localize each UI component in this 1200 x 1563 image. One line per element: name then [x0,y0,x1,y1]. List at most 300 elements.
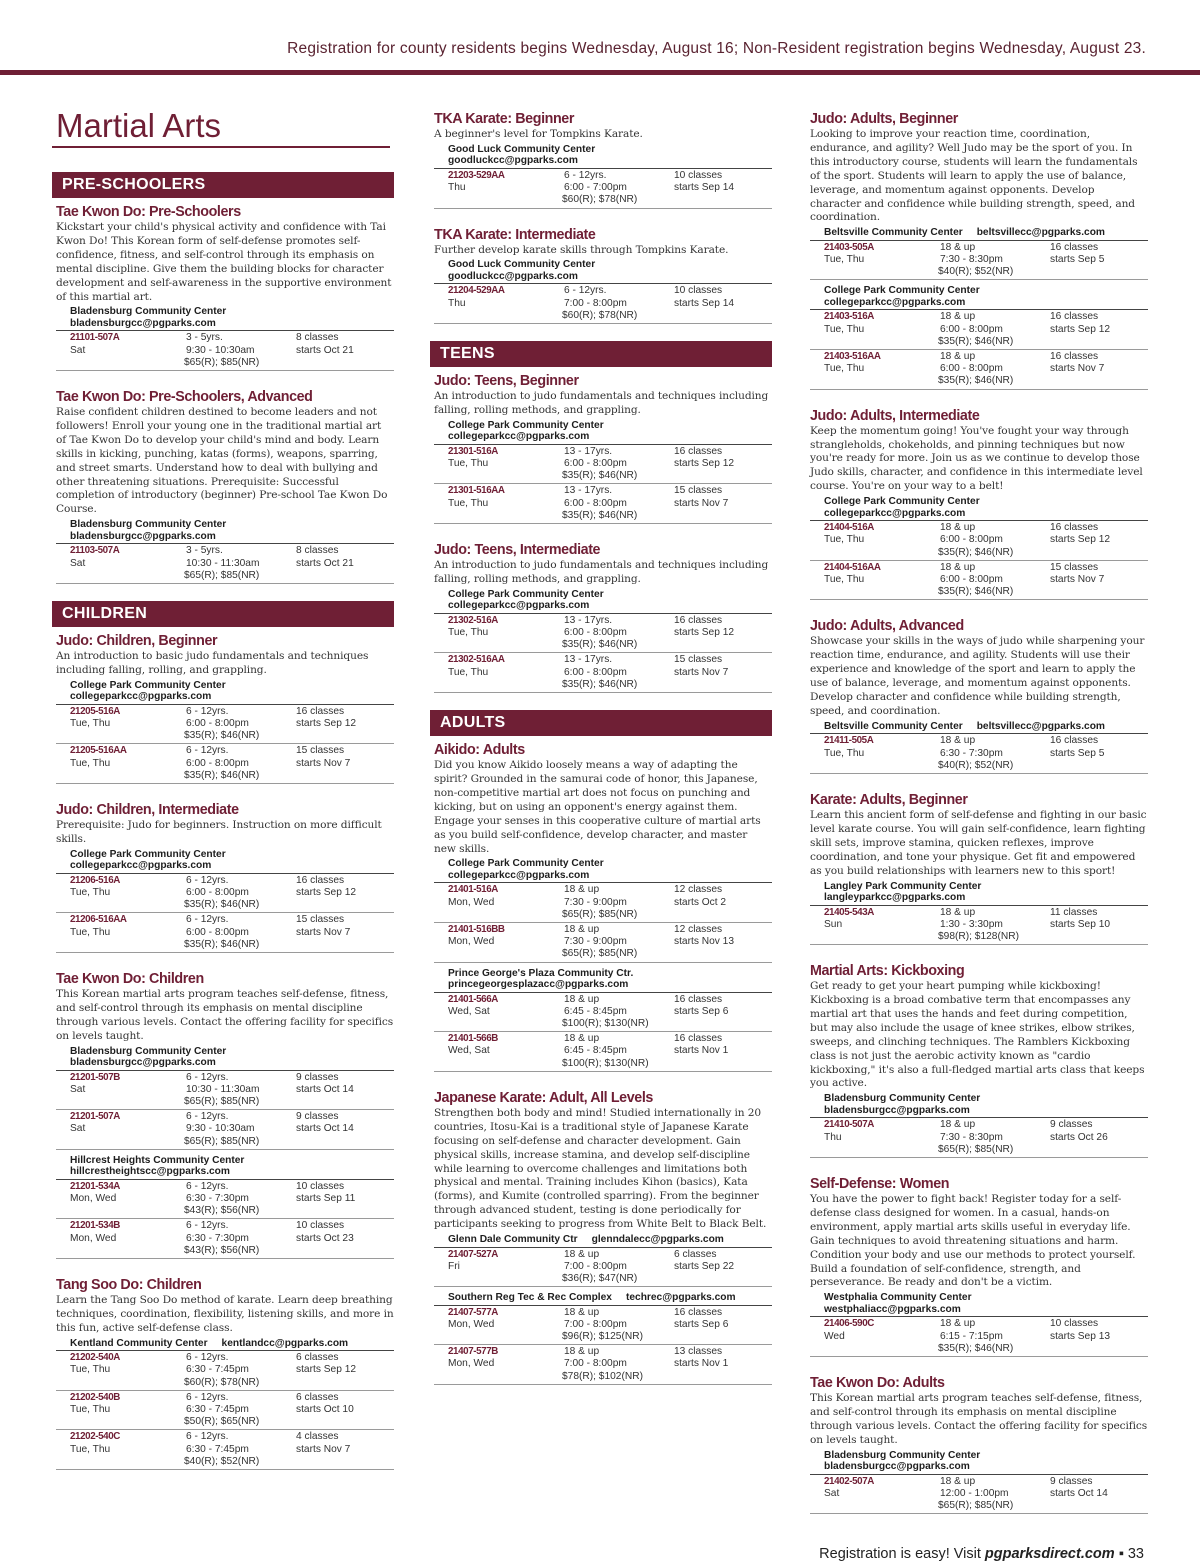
session-row[interactable] [810,241,1148,281]
session-grid [70,1220,394,1257]
meeting-days: Thu [824,1131,842,1143]
block-gap [434,324,772,327]
meeting-time: 6:00 - 8:00pm [186,717,249,729]
spacer [70,1205,184,1217]
age-range: 18 & up [564,1306,600,1318]
meeting-time: 7:30 - 8:30pm [940,1131,1003,1143]
session-row[interactable] [56,874,394,914]
class-count: 12 classes [674,884,723,896]
course-code[interactable]: 21205-516AA [70,745,127,757]
meeting-days: Sat [70,1123,86,1135]
location-email-link[interactable]: collegeparkcc@pgparks.com [824,296,966,308]
session-row[interactable] [434,484,772,524]
location-email-link[interactable]: hillcrestheightscc@pgparks.com [70,1166,230,1178]
location-header [810,1450,1148,1475]
class-count: 9 classes [1050,1475,1093,1487]
location-email-link[interactable]: princegeorgesplazacc@pgparks.com [448,979,629,991]
session-row[interactable] [56,1391,394,1431]
course-code[interactable]: 21404-516AA [824,561,881,573]
meeting-time: 6:30 - 7:30pm [186,1232,249,1244]
session-row[interactable] [434,1248,772,1288]
location-email-link[interactable]: westphaliacc@pgparks.com [824,1303,961,1315]
page-footer [819,1546,1144,1562]
location-header [434,420,772,445]
location-email-link[interactable]: collegeparkcc@pgparks.com [824,507,966,519]
start-date: starts Sep 11 [296,1193,356,1205]
session-grid [448,1033,772,1070]
course-listing [430,741,772,1075]
meeting-days: Mon, Wed [448,1358,495,1370]
meeting-time: 7:00 - 8:00pm [564,1318,627,1330]
section-band: PRE-SCHOOLERS [52,172,394,198]
course-code[interactable]: 21202-540A [70,1352,120,1364]
class-count: 6 classes [296,1352,339,1364]
session-row[interactable] [434,993,772,1033]
session-row[interactable] [56,1351,394,1391]
session-row[interactable] [810,1317,1148,1357]
spacer [448,1018,562,1030]
location-email-link[interactable]: bladensburgcc@pgparks.com [70,1057,216,1069]
block-gap [56,1259,394,1262]
fee: $35(R); $46(NR) [938,1342,1014,1354]
location-email-link[interactable]: collegeparkcc@pgparks.com [70,691,212,703]
start-date: starts Sep 5 [1050,747,1105,759]
block-gap [810,280,1148,283]
start-date: starts Nov 7 [296,757,351,769]
start-date: starts Oct 2 [674,896,727,908]
location-email-link[interactable]: collegeparkcc@pgparks.com [448,431,590,443]
session-row[interactable] [56,1219,394,1259]
session-row[interactable] [810,1118,1148,1158]
course-title: Self-Defense: Women [810,1175,950,1192]
block-gap [434,963,772,966]
course-code[interactable]: 21407-577B [448,1346,498,1358]
fee: $60(R); $78(NR) [184,1376,260,1388]
meeting-time: 10:30 - 11:30am [186,557,260,569]
course-code[interactable]: 21301-516AA [448,485,505,497]
course-code[interactable]: 21406-590C [824,1318,874,1330]
start-date: starts Sep 14 [674,297,735,309]
age-range: 18 & up [940,1475,976,1487]
location-name: College Park Community Center [70,848,226,860]
fee: $35(R); $46(NR) [938,375,1014,387]
meeting-time: 7:30 - 9:00pm [564,896,627,908]
start-date: starts Sep 14 [674,182,735,194]
session-row[interactable] [434,653,772,693]
course-code[interactable]: 21201-507A [70,1111,120,1123]
meeting-time: 7:30 - 8:30pm [940,254,1003,266]
meeting-days: Sat [70,344,86,356]
course-code[interactable]: 21205-516A [70,705,120,717]
session-grid [824,311,1148,348]
course-code[interactable]: 21201-534B [70,1220,120,1232]
age-range: 6 - 12yrs. [186,1431,229,1443]
session-row[interactable] [434,923,772,963]
session-row[interactable] [56,744,394,784]
fee: $35(R); $46(NR) [184,899,260,911]
location-email-link[interactable]: bladensburgcc@pgparks.com [70,530,216,542]
footer-url-link[interactable]: pgparksdirect.com [984,1546,1115,1562]
location-name: College Park Community Center [448,419,604,431]
location-row [448,1292,772,1304]
location-header [56,680,394,705]
location-email-link[interactable]: bladensburgcc@pgparks.com [824,1104,970,1116]
location-name: Langley Park Community Center [824,880,982,892]
session-grid [70,332,394,369]
meeting-days: Mon, Wed [448,896,495,908]
location-name: Bladensburg Community Center [824,1449,981,1461]
block-gap [810,1158,1148,1161]
location-header [810,496,1148,521]
session-row[interactable] [56,705,394,745]
meeting-time: 6:00 - 8:00pm [186,757,249,769]
meeting-days: Tue, Thu [824,363,865,375]
session-row[interactable] [434,1032,772,1072]
meeting-time: 6:30 - 7:45pm [186,1443,249,1455]
session-grid [824,562,1148,599]
start-date: starts Sep 6 [674,1318,729,1330]
location-email-link[interactable]: beltsvillecc@pgparks.com [976,227,1105,239]
fee: $50(R); $65(NR) [184,1416,260,1428]
age-range: 3 - 5yrs. [186,332,223,344]
course-code[interactable]: 21410-507A [824,1119,874,1131]
meeting-days: Tue, Thu [70,1404,111,1416]
course-code[interactable]: 21403-516A [824,311,874,323]
course-code[interactable]: 21405-543A [824,906,874,918]
spacer [448,1331,562,1343]
course-code[interactable]: 21204-529AA [448,285,505,297]
fee: $96(R); $125(NR) [562,1331,643,1343]
spacer [824,547,938,559]
spacer [70,939,184,951]
fee: $35(R); $46(NR) [938,335,1014,347]
fee: $78(R); $102(NR) [562,1370,643,1382]
session-grid [448,884,772,921]
block-gap [810,774,1148,777]
spacer [70,1136,184,1148]
location-header [434,259,772,284]
fee: $65(R); $85(NR) [562,948,638,960]
block-gap [56,1150,394,1153]
location-name: Bladensburg Community Center [70,519,227,531]
class-count: 10 classes [296,1180,345,1192]
course-description: Kickstart your child's physical activity and confidence with Tai Kwon Do! This Korean form of self-defense promotes self-confidence, fitness, and self-control through its emphasis on mental discipline. Give them the building blocks for character development and self-awareness in the supportive environment of this martial art. [56,221,392,303]
class-count: 16 classes [296,874,345,886]
start-date: starts Sep 13 [1050,1330,1111,1342]
age-range: 18 & up [564,993,600,1005]
course-code[interactable]: 21203-529AA [448,169,505,181]
meeting-time: 6:15 - 7:15pm [940,1330,1003,1342]
location-email-link[interactable]: goodluckcc@pgparks.com [448,270,578,282]
session-grid [70,706,394,743]
course-code[interactable]: 21103-507A [70,545,120,557]
location-header [56,1338,394,1352]
course-title: Tae Kwon Do: Children [56,970,204,987]
course-code[interactable]: 21401-566B [448,1033,498,1045]
spacer [70,1416,184,1428]
block-gap [434,1287,772,1290]
spacer [70,730,184,742]
location-email-link[interactable]: techrec@pgparks.com [625,1292,736,1304]
session-row[interactable] [56,1110,394,1150]
session-row[interactable] [810,350,1148,390]
course-code[interactable]: 21403-516AA [824,351,881,363]
course-code[interactable]: 21206-516AA [70,914,127,926]
meeting-time: 6:00 - 8:00pm [940,323,1003,335]
page-title: Martial Arts [52,106,390,148]
block-gap [434,693,772,696]
session-grid [448,285,772,322]
spacer [448,1273,562,1285]
location-header [434,589,772,614]
location-name: Glenn Dale Community Ctr [448,1234,578,1246]
start-date: starts Nov 1 [674,1045,729,1057]
session-grid [824,1318,1148,1355]
age-range: 18 & up [940,1119,976,1131]
session-row[interactable] [56,913,394,953]
session-row[interactable] [56,1071,394,1111]
session-row[interactable] [434,445,772,485]
start-date: starts Nov 7 [296,926,351,938]
session-grid [70,1181,394,1218]
meeting-time: 6:00 - 8:00pm [940,363,1003,375]
session-row[interactable] [56,1430,394,1470]
fee: $35(R); $46(NR) [184,938,260,950]
meeting-days: Mon, Wed [448,1318,495,1330]
fee: $36(R); $47(NR) [562,1272,638,1284]
location-email-link[interactable]: beltsvillecc@pgparks.com [976,720,1105,732]
meeting-days: Tue, Thu [70,886,111,898]
start-date: starts Nov 7 [674,666,729,678]
course-code[interactable]: 21302-516A [448,614,498,626]
location-email-link[interactable]: collegeparkcc@pgparks.com [448,600,590,612]
course-description: Learn this ancient form of self-defense and fighting in our basic level karate course. You will gain self-confidence, learn fighting skill sets, improve stamina, quicken reflexes, improve coordination, and tone your physique. Get fit and empowered as you build relationships with learners new to this sport! [810,808,1147,877]
course-description: Keep the momentum going! You've fought your way through strangleholds, chokeholds, and pinning techniques but now you're ready for more. Join us as we continue to develop those Judo skills, character, and confidence in this intermediate level course. You're on your way to a belt! [810,424,1143,493]
course-code[interactable]: 21402-507A [824,1475,874,1487]
course-listing [806,1374,1148,1517]
course-code[interactable]: 21202-540C [70,1431,120,1443]
course-code[interactable]: 21407-577A [448,1306,498,1318]
session-grid [70,1111,394,1148]
course-title: Tae Kwon Do: Pre-Schoolers [56,204,241,220]
course-title: Tae Kwon Do: Pre-Schoolers, Advanced [56,389,313,406]
block-gap [434,524,772,527]
location-row [824,227,1148,239]
class-count: 15 classes [674,654,723,666]
meeting-days: Tue, Thu [448,666,489,678]
start-date: starts Sep 6 [674,1005,729,1017]
location-email-link[interactable]: langleyparkcc@pgparks.com [824,892,966,903]
fee: $35(R); $46(NR) [562,509,638,521]
session-row[interactable] [434,169,772,209]
location-header [434,968,772,993]
course-code[interactable]: 21403-505A [824,241,874,253]
course-code[interactable]: 21401-516BB [448,924,505,936]
class-count: 16 classes [674,445,723,457]
class-count: 9 classes [296,1071,339,1083]
spacer [824,336,938,348]
class-count: 16 classes [674,993,723,1005]
session-row[interactable] [434,1306,772,1346]
start-date: starts Nov 7 [1050,574,1105,586]
course-code[interactable]: 21302-516AA [448,654,505,666]
location-header [56,1046,394,1071]
course-code[interactable]: 21201-507B [70,1071,120,1083]
meeting-time: 9:30 - 10:30am [186,1123,255,1135]
meeting-time: 6:00 - 8:00pm [940,574,1003,586]
spacer [824,375,938,387]
course-code[interactable]: 21101-507A [70,332,120,344]
fee: $43(R); $56(NR) [184,1244,260,1256]
class-count: 4 classes [296,1431,339,1443]
course-description: Did you know Aikido loosely means a way of adapting the spirit? Grounded in the samurai code of honor, this Japanese, non-competitive martial art does not focus on punching and kicking, but on using an opponent's energy against them. Engage your senses in this cooperative culture of martial arts as you build self-confidence, develop character, and master new skills. [434,759,761,855]
session-grid [448,1307,772,1344]
course-code[interactable]: 21401-566A [448,993,498,1005]
start-date: starts Sep 12 [1050,323,1111,335]
fee: $40(R); $52(NR) [938,266,1014,278]
session-row[interactable] [434,614,772,654]
course-listing [52,970,394,1262]
session-row[interactable] [434,883,772,923]
meeting-time: 6:00 - 8:00pm [564,666,627,678]
start-date: starts Oct 21 [296,344,354,356]
session-row[interactable] [56,544,394,584]
location-header [810,721,1148,735]
course-listing [806,962,1148,1161]
meeting-time: 1:30 - 3:30pm [940,918,1003,930]
meeting-time: 10:30 - 11:30am [186,1083,260,1095]
session-row[interactable] [434,1345,772,1385]
course-description: An introduction to judo fundamentals and techniques including falling, rolling methods, and grappling. [434,390,769,416]
class-count: 13 classes [674,1346,723,1358]
location-name: College Park Community Center [824,285,980,297]
course-code[interactable]: 21407-527A [448,1248,498,1260]
location-email-link[interactable]: bladensburgcc@pgparks.com [70,317,216,329]
fee: $35(R); $46(NR) [562,678,638,690]
session-grid [448,994,772,1031]
meeting-time: 6:00 - 8:00pm [564,627,627,639]
location-email-link[interactable]: glenndalecc@pgparks.com [591,1234,724,1246]
meeting-time: 7:00 - 8:00pm [564,1260,627,1272]
age-range: 18 & up [940,522,976,534]
course-code[interactable]: 21411-505A [824,735,874,747]
location-email-link[interactable]: kentlandcc@pgparks.com [221,1337,349,1349]
location-name: Beltsville Community Center [824,720,963,732]
location-header [56,1155,394,1180]
class-count: 10 classes [1050,1318,1099,1330]
session-row[interactable] [434,284,772,324]
fee: $35(R); $46(NR) [938,546,1014,558]
class-count: 16 classes [296,705,345,717]
age-range: 13 - 17yrs. [564,485,613,497]
meeting-days: Tue, Thu [824,254,865,266]
age-range: 13 - 17yrs. [564,445,613,457]
course-title: Judo: Children, Beginner [56,632,218,649]
session-row[interactable] [810,561,1148,601]
course-code[interactable]: 21401-516A [448,884,498,896]
session-row[interactable] [810,1475,1148,1515]
class-count: 15 classes [674,485,723,497]
age-range: 18 & up [564,884,600,896]
course-title: Judo: Children, Intermediate [56,801,239,818]
meeting-time: 6:00 - 8:00pm [564,497,627,509]
start-date: starts Oct 14 [1050,1487,1108,1499]
location-header [434,144,772,169]
meeting-days: Tue, Thu [824,747,865,759]
class-count: 11 classes [1050,906,1098,918]
class-count: 15 classes [296,745,345,757]
top-banner [0,0,1200,76]
meeting-days: Thu [448,182,466,194]
start-date: starts Oct 23 [296,1232,354,1244]
session-row[interactable] [56,1180,394,1220]
location-email-link[interactable]: collegeparkcc@pgparks.com [70,860,212,872]
session-row[interactable] [810,310,1148,350]
fee: $35(R); $46(NR) [938,586,1014,598]
block-gap [810,1357,1148,1360]
session-grid [448,615,772,652]
age-range: 6 - 12yrs. [186,745,229,757]
course-listing [52,388,394,587]
age-range: 6 - 12yrs. [186,1391,229,1403]
meeting-days: Tue, Thu [70,1364,111,1376]
fee: $65(R); $85(NR) [184,569,260,581]
course-code[interactable]: 21201-534A [70,1180,120,1192]
location-name: Good Luck Community Center [448,143,596,155]
meeting-days: Tue, Thu [448,627,489,639]
age-range: 18 & up [564,1248,600,1260]
start-date: starts Sep 22 [674,1260,735,1272]
course-code[interactable]: 21301-516A [448,445,498,457]
course-title: Judo: Teens, Beginner [434,373,579,390]
location-name: Kentland Community Center [70,1337,208,1349]
spacer [824,1500,938,1512]
location-row [448,1234,772,1246]
spacer [70,1377,184,1389]
location-name: Bladensburg Community Center [70,1045,227,1057]
session-grid [70,1431,394,1468]
meeting-days: Tue, Thu [70,926,111,938]
spacer [824,1343,938,1355]
location-email-link[interactable]: bladensburgcc@pgparks.com [824,1461,970,1473]
session-row[interactable] [810,734,1148,774]
block-gap [810,390,1148,393]
start-date: starts Sep 5 [1050,254,1105,266]
session-row[interactable] [810,906,1148,946]
session-row[interactable] [56,331,394,371]
course-code[interactable]: 21202-540B [70,1391,120,1403]
fee: $60(R); $78(NR) [562,309,638,321]
location-name: Bladensburg Community Center [70,306,227,318]
location-email-link[interactable]: collegeparkcc@pgparks.com [448,869,590,881]
meeting-time: 6:00 - 8:00pm [186,926,249,938]
spacer [448,639,562,651]
location-header [810,1292,1148,1317]
class-count: 16 classes [674,1033,723,1045]
fee: $100(R); $130(NR) [562,1018,649,1030]
course-code[interactable]: 21206-516A [70,874,120,886]
course-title: Karate: Adults, Beginner [810,791,968,808]
location-name: Southern Reg Tec & Rec Complex [448,1292,612,1304]
spacer [70,899,184,911]
location-email-link[interactable]: goodluckcc@pgparks.com [448,155,578,167]
fee: $35(R); $46(NR) [562,639,638,651]
block-gap [56,953,394,956]
age-range: 6 - 12yrs. [186,1352,229,1364]
course-code[interactable]: 21404-516A [824,522,874,534]
meeting-time: 7:30 - 9:00pm [564,936,627,948]
session-row[interactable] [810,521,1148,561]
